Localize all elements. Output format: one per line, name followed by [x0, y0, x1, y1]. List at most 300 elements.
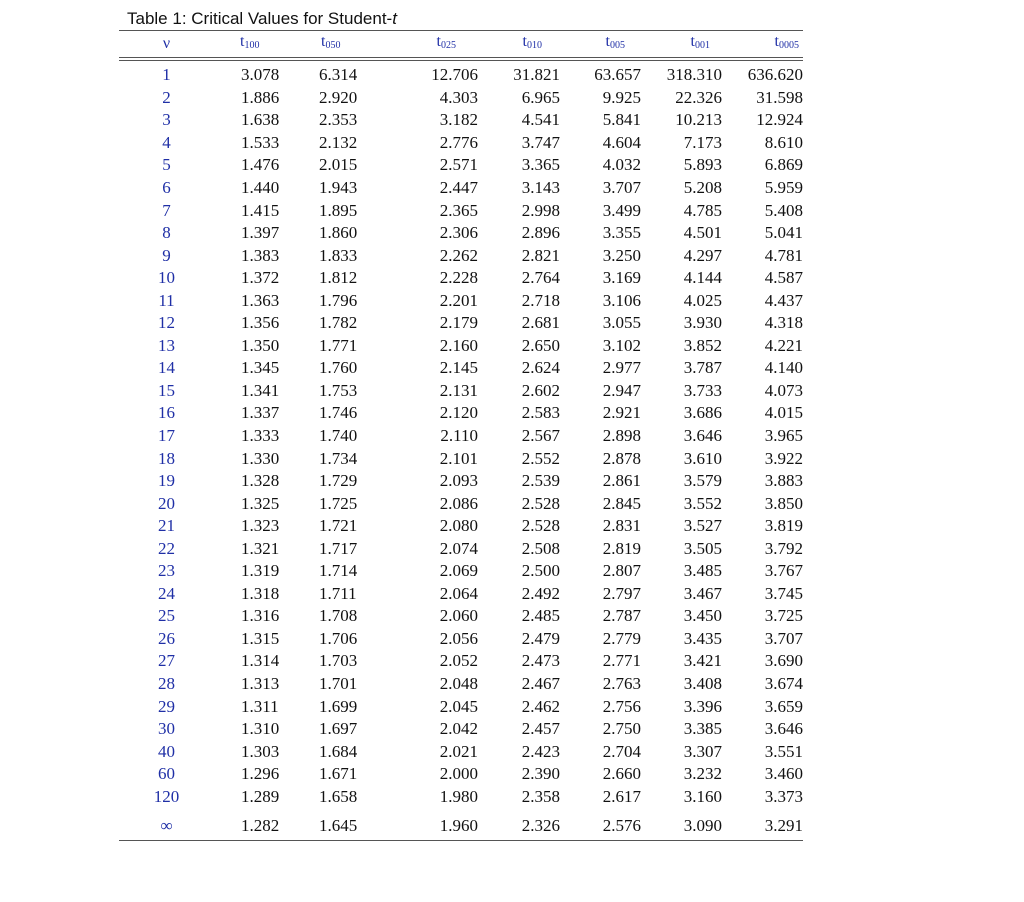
cell-t010: 6.965: [521, 87, 560, 107]
cell-t100: 1.533: [241, 132, 280, 152]
cell-t025: 2.160: [439, 335, 478, 355]
table-header-row: [119, 31, 803, 61]
cell-t050: 1.701: [319, 674, 358, 694]
cell-t050: 1.717: [319, 538, 358, 558]
header-t005-base: t: [605, 33, 610, 50]
table-row: [119, 560, 803, 583]
cell-t050: 1.684: [319, 741, 358, 761]
cell-t010: 2.539: [521, 471, 560, 491]
cell-df: 10: [158, 268, 175, 288]
cell-t010: 2.473: [521, 651, 560, 671]
cell-df: 40: [158, 741, 175, 761]
cell-df: 2: [162, 87, 171, 107]
table-row: [119, 109, 803, 132]
cell-t001: 5.208: [683, 178, 722, 197]
cell-df: 6: [162, 178, 171, 197]
cell-t0005: 3.965: [764, 426, 803, 446]
cell-df: 27: [158, 651, 175, 671]
cell-t0005: 3.460: [764, 764, 803, 784]
table-row: [119, 335, 803, 358]
cell-t001: 5.893: [683, 155, 722, 175]
cell-t050: 1.943: [319, 178, 358, 197]
table-row: [119, 447, 803, 470]
table-row: [119, 402, 803, 425]
cell-t100: 1.337: [241, 403, 280, 423]
cell-t100: 1.318: [241, 583, 280, 603]
cell-t0005: 4.437: [764, 290, 803, 310]
cell-t0005: 636.620: [747, 65, 803, 85]
cell-t001: 4.144: [683, 268, 722, 288]
cell-t025: 2.000: [439, 764, 478, 784]
cell-t100: 1.325: [241, 493, 280, 513]
cell-t005: 2.797: [602, 583, 641, 603]
cell-t0005: 3.922: [764, 448, 803, 468]
cell-df: 5: [162, 155, 171, 175]
cell-t001: 3.485: [683, 561, 722, 581]
cell-t0005: 3.291: [764, 816, 803, 836]
cell-t0005: 4.221: [764, 335, 803, 355]
table-row: [119, 380, 803, 403]
cell-t025: 2.201: [439, 290, 478, 310]
cell-t025: 2.776: [439, 132, 478, 152]
cell-t001: 3.385: [683, 719, 722, 739]
cell-t005: 2.878: [602, 448, 641, 468]
cell-t025: 2.120: [439, 403, 478, 423]
header-t100-sub: 100: [244, 40, 260, 51]
header-t025: [394, 29, 478, 59]
header-t005: [560, 29, 641, 59]
cell-t005: 5.841: [602, 110, 641, 130]
cell-t010: 2.492: [521, 583, 560, 603]
cell-t0005: 4.073: [764, 380, 803, 400]
cell-t0005: 3.690: [764, 651, 803, 671]
cell-t050: 1.746: [319, 403, 358, 423]
cell-t010: 31.821: [513, 65, 560, 85]
table-title-text: Table 1: Critical Values for Student-: [127, 9, 393, 28]
cell-t005: 2.831: [602, 516, 641, 536]
cell-df: 8: [162, 223, 171, 243]
cell-df: 28: [158, 674, 175, 694]
cell-t005: 3.250: [602, 245, 641, 265]
cell-t025: 2.021: [439, 741, 478, 761]
cell-t050: 1.697: [319, 719, 358, 739]
cell-df: 17: [158, 426, 175, 446]
cell-df: 11: [158, 290, 175, 310]
cell-t001: 3.421: [683, 651, 722, 671]
header-t0005-base: t: [774, 33, 779, 50]
cell-df: 4: [162, 132, 171, 152]
cell-t010: 2.500: [521, 561, 560, 581]
cell-df: 7: [162, 200, 171, 220]
cell-t025: 2.080: [439, 516, 478, 536]
cell-t001: 3.408: [683, 674, 722, 694]
cell-t100: 1.319: [241, 561, 280, 581]
header-t001: [641, 29, 722, 59]
cell-t050: 1.753: [319, 380, 358, 400]
table-row: [119, 87, 803, 110]
cell-t050: 1.760: [319, 358, 358, 378]
cell-t010: 2.552: [521, 448, 560, 468]
cell-t100: 1.330: [241, 448, 280, 468]
cell-t050: 1.725: [319, 493, 358, 513]
cell-t025: 2.365: [439, 200, 478, 220]
table-row: [119, 740, 803, 763]
cell-t0005: 8.610: [764, 132, 803, 152]
table-title-italic-t: t: [392, 9, 397, 28]
cell-t100: 1.316: [241, 606, 280, 626]
cell-t100: 1.315: [241, 628, 280, 648]
cell-t050: 2.920: [319, 87, 358, 107]
table-row: [119, 244, 803, 267]
cell-t025: 2.042: [439, 719, 478, 739]
cell-t050: 1.729: [319, 471, 358, 491]
cell-t100: 1.321: [241, 538, 280, 558]
cell-df: 19: [158, 471, 175, 491]
cell-t050: 1.771: [319, 335, 358, 355]
cell-t0005: 31.598: [756, 87, 803, 107]
cell-t005: 2.779: [602, 628, 641, 648]
cell-t100: 1.296: [241, 764, 280, 784]
table-row: [119, 650, 803, 673]
table-body: [119, 61, 803, 841]
cell-t050: 1.711: [319, 583, 357, 603]
cell-df: 26: [158, 628, 175, 648]
cell-df: ∞: [160, 816, 173, 836]
critical-values-table: [119, 8, 803, 841]
cell-t005: 3.102: [602, 335, 641, 355]
cell-t025: 2.086: [439, 493, 478, 513]
cell-t050: 2.132: [319, 132, 358, 152]
cell-t100: 1.333: [241, 426, 280, 446]
table-row: [119, 695, 803, 718]
cell-t001: 3.733: [683, 380, 722, 400]
cell-t010: 2.485: [521, 606, 560, 626]
cell-t0005: 3.767: [764, 561, 803, 581]
cell-t005: 3.106: [602, 290, 641, 310]
table-row: [119, 583, 803, 606]
table-row: [119, 470, 803, 493]
cell-t001: 318.310: [666, 65, 722, 85]
cell-t050: 1.734: [319, 448, 358, 468]
cell-t010: 2.567: [521, 426, 560, 446]
cell-t0005: 4.318: [764, 313, 803, 333]
cell-df: 14: [158, 358, 175, 378]
cell-t005: 2.771: [602, 651, 641, 671]
cell-t100: 1.313: [241, 674, 280, 694]
cell-t025: 12.706: [431, 65, 478, 85]
cell-t025: 2.447: [439, 178, 478, 197]
cell-t010: 2.479: [521, 628, 560, 648]
cell-t001: 3.232: [683, 764, 722, 784]
cell-t100: 1.310: [241, 719, 280, 739]
cell-df: 3: [162, 110, 171, 130]
cell-t010: 2.462: [521, 696, 560, 716]
cell-t010: 2.358: [521, 786, 560, 806]
cell-t005: 3.499: [602, 200, 641, 220]
cell-t050: 1.895: [319, 200, 358, 220]
cell-df: 25: [158, 606, 175, 626]
cell-t001: 7.173: [683, 132, 722, 152]
table-title: [119, 8, 803, 31]
cell-t050: 2.015: [319, 155, 358, 175]
cell-df: 60: [158, 764, 175, 784]
cell-t025: 2.060: [439, 606, 478, 626]
cell-t100: 1.363: [241, 290, 280, 310]
cell-t0005: 4.587: [764, 268, 803, 288]
cell-t005: 2.787: [602, 606, 641, 626]
header-t0005: [722, 29, 803, 59]
table-row: [119, 222, 803, 245]
cell-t050: 1.699: [319, 696, 358, 716]
cell-t001: 4.297: [683, 245, 722, 265]
cell-t010: 2.457: [521, 719, 560, 739]
cell-df: 21: [158, 516, 175, 536]
cell-t050: 1.833: [319, 245, 358, 265]
cell-t0005: 5.041: [764, 223, 803, 243]
cell-t100: 1.638: [241, 110, 280, 130]
cell-t005: 2.763: [602, 674, 641, 694]
cell-t010: 2.998: [521, 200, 560, 220]
cell-t0005: 3.792: [764, 538, 803, 558]
header-t050: [309, 29, 394, 59]
cell-t0005: 3.674: [764, 674, 803, 694]
cell-t050: 1.860: [319, 223, 358, 243]
cell-t025: 2.145: [439, 358, 478, 378]
cell-t025: 2.045: [439, 696, 478, 716]
header-t010-sub: 010: [527, 40, 542, 51]
cell-t001: 22.326: [675, 87, 722, 107]
cell-t025: 2.064: [439, 583, 478, 603]
cell-t0005: 3.819: [764, 516, 803, 536]
cell-t0005: 5.408: [764, 200, 803, 220]
cell-t010: 2.896: [521, 223, 560, 243]
cell-t010: 2.681: [521, 313, 560, 333]
cell-t001: 3.552: [683, 493, 722, 513]
cell-t001: 3.686: [683, 403, 722, 423]
cell-t010: 2.508: [521, 538, 560, 558]
cell-df: 18: [158, 448, 175, 468]
table-row: [119, 763, 803, 786]
cell-t010: 2.423: [521, 741, 560, 761]
cell-t010: 2.528: [521, 493, 560, 513]
table-row: [119, 312, 803, 335]
cell-t100: 1.356: [241, 313, 280, 333]
cell-t001: 3.307: [683, 741, 722, 761]
table-row: [119, 132, 803, 155]
table-row: [119, 289, 803, 312]
header-t010-base: t: [522, 33, 527, 50]
header-t001-base: t: [690, 33, 695, 50]
cell-t025: 2.048: [439, 674, 478, 694]
cell-t0005: 3.373: [764, 786, 803, 806]
cell-t005: 2.845: [602, 493, 641, 513]
cell-t010: 2.528: [521, 516, 560, 536]
cell-t100: 1.314: [241, 651, 280, 671]
cell-t100: 1.323: [241, 516, 280, 536]
cell-t001: 3.396: [683, 696, 722, 716]
cell-t050: 2.353: [319, 110, 358, 130]
cell-t0005: 3.850: [764, 493, 803, 513]
cell-t050: 6.314: [319, 65, 358, 85]
cell-t010: 3.365: [521, 155, 560, 175]
cell-t050: 1.645: [319, 816, 358, 836]
header-t005-sub: 005: [610, 40, 625, 51]
cell-t0005: 4.015: [764, 403, 803, 423]
cell-t005: 4.032: [602, 155, 641, 175]
cell-t050: 1.782: [319, 313, 358, 333]
cell-t001: 3.930: [683, 313, 722, 333]
cell-t010: 4.541: [521, 110, 560, 130]
table-row: [119, 814, 803, 841]
table-row: [119, 267, 803, 290]
cell-t005: 2.921: [602, 403, 641, 423]
table-row: [119, 154, 803, 177]
cell-t001: 3.090: [683, 816, 722, 836]
cell-t100: 1.476: [241, 155, 280, 175]
cell-t001: 3.852: [683, 335, 722, 355]
cell-t005: 2.617: [602, 786, 641, 806]
cell-t010: 2.821: [521, 245, 560, 265]
cell-t001: 3.160: [683, 786, 722, 806]
table-row: [119, 537, 803, 560]
cell-t0005: 12.924: [756, 110, 803, 130]
cell-t0005: 3.659: [764, 696, 803, 716]
table-row: [119, 718, 803, 741]
cell-t100: 1.311: [241, 696, 279, 716]
cell-t005: 3.707: [602, 178, 641, 197]
cell-t010: 2.583: [521, 403, 560, 423]
cell-t025: 2.228: [439, 268, 478, 288]
cell-t010: 3.747: [521, 132, 560, 152]
cell-df: 23: [158, 561, 175, 581]
header-t0005-sub: 0005: [779, 40, 799, 51]
cell-t001: 3.450: [683, 606, 722, 626]
cell-t050: 1.714: [319, 561, 358, 581]
cell-t010: 2.624: [521, 358, 560, 378]
cell-t001: 3.646: [683, 426, 722, 446]
cell-t001: 3.610: [683, 448, 722, 468]
cell-t010: 2.764: [521, 268, 560, 288]
cell-t050: 1.812: [319, 268, 358, 288]
cell-t001: 3.579: [683, 471, 722, 491]
cell-t0005: 3.725: [764, 606, 803, 626]
cell-t050: 1.721: [319, 516, 358, 536]
cell-t050: 1.703: [319, 651, 358, 671]
cell-t010: 2.326: [521, 816, 560, 836]
cell-t025: 1.980: [439, 786, 478, 806]
cell-t100: 1.350: [241, 335, 280, 355]
cell-t100: 1.397: [241, 223, 280, 243]
cell-t025: 4.303: [439, 87, 478, 107]
cell-df: 24: [158, 583, 175, 603]
cell-df: 15: [158, 380, 175, 400]
cell-t100: 1.440: [241, 178, 280, 197]
cell-df: 22: [158, 538, 175, 558]
header-degrees-of-freedom: [119, 31, 214, 57]
cell-t025: 2.056: [439, 628, 478, 648]
table-row: [119, 177, 803, 200]
cell-t050: 1.706: [319, 628, 358, 648]
cell-t025: 2.069: [439, 561, 478, 581]
table-row: [119, 357, 803, 380]
cell-t001: 4.025: [683, 290, 722, 310]
cell-t025: 2.074: [439, 538, 478, 558]
cell-t025: 2.110: [440, 426, 478, 446]
cell-t050: 1.658: [319, 786, 358, 806]
cell-t005: 2.977: [602, 358, 641, 378]
header-t050-base: t: [321, 33, 326, 50]
cell-t0005: 3.745: [764, 583, 803, 603]
cell-t0005: 3.646: [764, 719, 803, 739]
table-row: [119, 673, 803, 696]
cell-t010: 2.718: [521, 290, 560, 310]
table-row: [119, 515, 803, 538]
cell-t005: 4.604: [602, 132, 641, 152]
cell-t100: 1.303: [241, 741, 280, 761]
cell-t005: 2.861: [602, 471, 641, 491]
cell-t100: 1.289: [241, 786, 280, 806]
cell-t005: 3.169: [602, 268, 641, 288]
cell-t005: 2.660: [602, 764, 641, 784]
cell-t010: 3.143: [521, 178, 560, 197]
cell-t005: 2.819: [602, 538, 641, 558]
cell-df: 16: [158, 403, 175, 423]
table-row: [119, 199, 803, 222]
cell-t025: 2.571: [439, 155, 478, 175]
header-t025-base: t: [436, 33, 441, 50]
cell-t025: 2.262: [439, 245, 478, 265]
cell-t005: 2.750: [602, 719, 641, 739]
cell-t005: 2.576: [602, 816, 641, 836]
table-row: [119, 786, 803, 809]
cell-t100: 1.341: [241, 380, 280, 400]
cell-t005: 2.898: [602, 426, 641, 446]
table-row: [119, 605, 803, 628]
cell-t001: 4.501: [683, 223, 722, 243]
cell-t025: 2.093: [439, 471, 478, 491]
cell-t025: 3.182: [439, 110, 478, 130]
table-row: [119, 492, 803, 515]
cell-t100: 1.282: [241, 816, 280, 836]
cell-t100: 1.886: [241, 87, 280, 107]
cell-t050: 1.708: [319, 606, 358, 626]
cell-t010: 2.467: [521, 674, 560, 694]
cell-t005: 9.925: [602, 87, 641, 107]
header-t050-sub: 050: [325, 40, 341, 51]
cell-t0005: 3.883: [764, 471, 803, 491]
header-t001-sub: 001: [695, 40, 710, 51]
cell-t100: 1.383: [241, 245, 280, 265]
cell-t0005: 4.140: [764, 358, 803, 378]
cell-df: 12: [158, 313, 175, 333]
cell-t005: 2.807: [602, 561, 641, 581]
cell-t100: 3.078: [241, 65, 280, 85]
cell-t100: 1.345: [241, 358, 280, 378]
cell-t050: 1.796: [319, 290, 358, 310]
cell-t010: 2.602: [521, 380, 560, 400]
cell-t001: 3.435: [683, 628, 722, 648]
cell-t100: 1.415: [241, 200, 280, 220]
cell-t001: 3.787: [683, 358, 722, 378]
cell-t025: 2.131: [439, 380, 478, 400]
cell-t005: 2.947: [602, 380, 641, 400]
cell-t050: 1.671: [319, 764, 358, 784]
cell-t0005: 6.869: [764, 155, 803, 175]
cell-t100: 1.372: [241, 268, 280, 288]
cell-t005: 63.657: [594, 65, 641, 85]
cell-t025: 2.052: [439, 651, 478, 671]
cell-df: 20: [158, 493, 175, 513]
